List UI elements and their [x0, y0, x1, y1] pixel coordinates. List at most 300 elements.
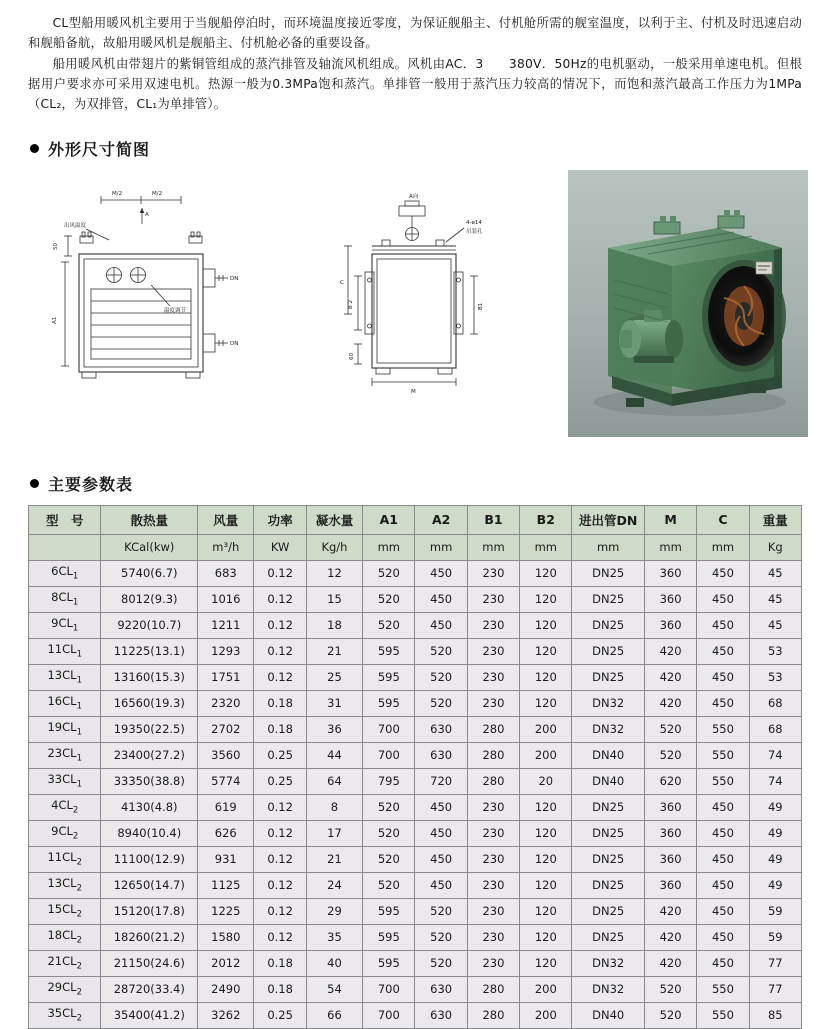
- table-row: [29, 950, 802, 976]
- cell-power: 0.12: [254, 872, 306, 898]
- col-header-b1: B1: [467, 505, 519, 534]
- cell-a1: 700: [363, 742, 415, 768]
- table-body: [29, 560, 802, 1028]
- cell-model: $35CL_2$: [29, 1002, 101, 1028]
- cell-m: 360: [644, 586, 696, 612]
- cell-b2: 200: [520, 976, 572, 1002]
- svg-text:M/2: M/2: [152, 190, 163, 197]
- cell-weight: 68: [749, 690, 801, 716]
- col-header-dn: 进出管DN: [572, 505, 644, 534]
- cell-a2: 520: [415, 924, 467, 950]
- cell-a2: 520: [415, 690, 467, 716]
- cell-c: 450: [697, 872, 749, 898]
- table-row: [29, 716, 802, 742]
- cell-c: 450: [697, 950, 749, 976]
- table-row: [29, 924, 802, 950]
- cell-air-volume: 5774: [198, 768, 254, 794]
- cell-c: 450: [697, 820, 749, 846]
- cell-a2: 450: [415, 794, 467, 820]
- cell-b2: 20: [520, 768, 572, 794]
- cell-power: 0.12: [254, 638, 306, 664]
- cell-c: 550: [697, 976, 749, 1002]
- col-header-c: C: [697, 505, 749, 534]
- table-row: [29, 872, 802, 898]
- cell-a2: 630: [415, 716, 467, 742]
- cell-b2: 120: [520, 820, 572, 846]
- technical-drawing-side-view: [306, 184, 546, 403]
- cell-condensate: 21: [306, 638, 362, 664]
- cell-heat-output: 8012(9.3): [101, 586, 198, 612]
- cell-air-volume: 931: [198, 846, 254, 872]
- cell-power: 0.12: [254, 924, 306, 950]
- cell-heat-output: 12650(14.7): [101, 872, 198, 898]
- cell-power: 0.12: [254, 560, 306, 586]
- cell-b2: 120: [520, 794, 572, 820]
- cell-power: 0.18: [254, 950, 306, 976]
- unit-condensate: Kg/h: [306, 534, 362, 560]
- cell-b2: 200: [520, 1002, 572, 1028]
- section-heading-outline-drawing: [30, 137, 802, 160]
- cell-dn: DN25: [572, 846, 644, 872]
- cell-b1: 280: [467, 1002, 519, 1028]
- unit-air-volume: m³/h: [198, 534, 254, 560]
- svg-text:M: M: [411, 388, 416, 395]
- cell-m: 520: [644, 976, 696, 1002]
- cell-c: 450: [697, 638, 749, 664]
- cell-power: 0.18: [254, 976, 306, 1002]
- cell-dn: DN25: [572, 612, 644, 638]
- cell-power: 0.12: [254, 586, 306, 612]
- cell-weight: 77: [749, 950, 801, 976]
- cell-a1: 700: [363, 1002, 415, 1028]
- product-photo: [568, 170, 808, 437]
- cell-power: 0.25: [254, 1002, 306, 1028]
- cell-dn: DN40: [572, 742, 644, 768]
- cell-dn: DN25: [572, 820, 644, 846]
- cell-air-volume: 1225: [198, 898, 254, 924]
- cell-b1: 280: [467, 716, 519, 742]
- cell-m: 420: [644, 950, 696, 976]
- cell-model: $13CL_1$: [29, 664, 101, 690]
- unit-dn: mm: [572, 534, 644, 560]
- table-row: [29, 898, 802, 924]
- svg-text:B1: B1: [478, 302, 484, 310]
- cell-condensate: 64: [306, 768, 362, 794]
- col-header-condensate: 凝水量: [306, 505, 362, 534]
- col-header-a2: A2: [415, 505, 467, 534]
- cell-air-volume: 1751: [198, 664, 254, 690]
- cell-model: $11CL_2$: [29, 846, 101, 872]
- cell-heat-output: 11100(12.9): [101, 846, 198, 872]
- cell-heat-output: 23400(27.2): [101, 742, 198, 768]
- cell-a1: 700: [363, 976, 415, 1002]
- figure-row: [28, 170, 802, 450]
- svg-text:DN: DN: [230, 340, 239, 347]
- cell-a2: 450: [415, 846, 467, 872]
- cell-air-volume: 3262: [198, 1002, 254, 1028]
- table-row: [29, 742, 802, 768]
- cell-model: $4CL_2$: [29, 794, 101, 820]
- cell-m: 420: [644, 664, 696, 690]
- unit-m: mm: [644, 534, 696, 560]
- table-row: [29, 976, 802, 1002]
- cell-condensate: 36: [306, 716, 362, 742]
- cell-c: 450: [697, 690, 749, 716]
- cell-dn: DN25: [572, 924, 644, 950]
- cell-a2: 450: [415, 820, 467, 846]
- unit-model: [29, 534, 101, 560]
- cell-power: 0.12: [254, 898, 306, 924]
- col-header-m: M: [644, 505, 696, 534]
- cell-condensate: 40: [306, 950, 362, 976]
- intro-paragraph-2: 船用暖风机由带翅片的紫铜管组成的蒸汽排管及轴流风机组成。风机由AC．3 380V．50Hz的电机驱动，一般采用单速电机。但根据用户要求亦可采用双速电机。热源一般为0.3MPa饱和蒸汽。单排管一般用于蒸汽压力较高的情况下，而饱和蒸汽最高工作压力为1MPa（CL₂，为双排管，CL₁为单排管）。: [28, 56, 802, 111]
- cell-m: 420: [644, 924, 696, 950]
- cell-c: 450: [697, 924, 749, 950]
- table-row: [29, 820, 802, 846]
- cell-condensate: 18: [306, 612, 362, 638]
- cell-condensate: 12: [306, 560, 362, 586]
- cell-b1: 230: [467, 846, 519, 872]
- col-header-model: 型 号: [29, 505, 101, 534]
- cell-air-volume: 1125: [198, 872, 254, 898]
- cell-m: 360: [644, 872, 696, 898]
- cell-m: 420: [644, 638, 696, 664]
- svg-text:50: 50: [53, 242, 59, 250]
- cell-c: 550: [697, 1002, 749, 1028]
- table-row: [29, 846, 802, 872]
- svg-text:B 2: B 2: [348, 299, 354, 309]
- cell-b2: 120: [520, 560, 572, 586]
- col-header-heat-output: 散热量: [101, 505, 198, 534]
- cell-heat-output: 33350(38.8): [101, 768, 198, 794]
- table-row: [29, 794, 802, 820]
- cell-dn: DN40: [572, 1002, 644, 1028]
- cell-m: 420: [644, 690, 696, 716]
- cell-weight: 49: [749, 794, 801, 820]
- cell-model: $18CL_2$: [29, 924, 101, 950]
- cell-a1: 700: [363, 716, 415, 742]
- cell-a1: 795: [363, 768, 415, 794]
- cell-air-volume: 3560: [198, 742, 254, 768]
- cell-a1: 595: [363, 638, 415, 664]
- cell-b1: 230: [467, 690, 519, 716]
- cell-heat-output: 21150(24.6): [101, 950, 198, 976]
- cell-b1: 280: [467, 742, 519, 768]
- cell-air-volume: 1016: [198, 586, 254, 612]
- cell-weight: 77: [749, 976, 801, 1002]
- table-row: [29, 1002, 802, 1028]
- cell-a1: 595: [363, 950, 415, 976]
- unit-power: KW: [254, 534, 306, 560]
- cell-a2: 520: [415, 898, 467, 924]
- cell-model: $19CL_1$: [29, 716, 101, 742]
- cell-b1: 230: [467, 586, 519, 612]
- cell-weight: 59: [749, 898, 801, 924]
- table-row: [29, 768, 802, 794]
- cell-dn: DN25: [572, 664, 644, 690]
- cell-b1: 230: [467, 924, 519, 950]
- cell-a1: 595: [363, 664, 415, 690]
- unit-c: mm: [697, 534, 749, 560]
- cell-c: 450: [697, 586, 749, 612]
- table-row: [29, 560, 802, 586]
- cell-a1: 520: [363, 586, 415, 612]
- svg-text:A向: A向: [409, 193, 419, 200]
- cell-power: 0.18: [254, 690, 306, 716]
- cell-model: $13CL_2$: [29, 872, 101, 898]
- bullet-dot-icon: [30, 144, 39, 153]
- cell-a2: 450: [415, 612, 467, 638]
- cell-model: $9CL_1$: [29, 612, 101, 638]
- table-row: [29, 638, 802, 664]
- cell-dn: DN25: [572, 638, 644, 664]
- cell-air-volume: 1580: [198, 924, 254, 950]
- cell-dn: DN40: [572, 768, 644, 794]
- svg-text:60: 60: [349, 352, 355, 360]
- cell-weight: 68: [749, 716, 801, 742]
- cell-a1: 595: [363, 690, 415, 716]
- cell-b1: 230: [467, 872, 519, 898]
- cell-b1: 230: [467, 794, 519, 820]
- cell-heat-output: 8940(10.4): [101, 820, 198, 846]
- cell-power: 0.25: [254, 768, 306, 794]
- cell-c: 450: [697, 794, 749, 820]
- cell-condensate: 66: [306, 1002, 362, 1028]
- cell-model: $6CL_1$: [29, 560, 101, 586]
- cell-weight: 74: [749, 768, 801, 794]
- cell-heat-output: 28720(33.4): [101, 976, 198, 1002]
- cell-c: 550: [697, 768, 749, 794]
- cell-a1: 520: [363, 846, 415, 872]
- col-header-air-volume: 风量: [198, 505, 254, 534]
- cell-b2: 120: [520, 950, 572, 976]
- cell-a2: 520: [415, 950, 467, 976]
- cell-heat-output: 16560(19.3): [101, 690, 198, 716]
- cell-a2: 720: [415, 768, 467, 794]
- table-row: [29, 612, 802, 638]
- cell-b2: 200: [520, 742, 572, 768]
- cell-m: 360: [644, 560, 696, 586]
- table-header: [29, 505, 802, 560]
- cell-m: 620: [644, 768, 696, 794]
- cell-condensate: 8: [306, 794, 362, 820]
- cell-weight: 49: [749, 872, 801, 898]
- table-row: [29, 586, 802, 612]
- cell-heat-output: 13160(15.3): [101, 664, 198, 690]
- cell-condensate: 15: [306, 586, 362, 612]
- cell-b1: 230: [467, 820, 519, 846]
- section-title-outline-drawing: 外形尺寸简图: [48, 139, 151, 159]
- cell-heat-output: 18260(21.2): [101, 924, 198, 950]
- svg-text:温度调节: 温度调节: [164, 307, 187, 314]
- cell-m: 360: [644, 820, 696, 846]
- cell-weight: 49: [749, 846, 801, 872]
- cell-dn: DN25: [572, 872, 644, 898]
- unit-heat-output: KCal(kw): [101, 534, 198, 560]
- technical-drawing-front-view: [46, 184, 291, 403]
- cell-dn: DN32: [572, 690, 644, 716]
- table-units-row: [29, 534, 802, 560]
- cell-a2: 450: [415, 586, 467, 612]
- cell-power: 0.25: [254, 742, 306, 768]
- cell-power: 0.12: [254, 846, 306, 872]
- section-heading-main-parameters: [30, 472, 802, 495]
- cell-b2: 120: [520, 924, 572, 950]
- cell-model: $9CL_2$: [29, 820, 101, 846]
- cell-a1: 595: [363, 924, 415, 950]
- cell-air-volume: 1293: [198, 638, 254, 664]
- cell-weight: 45: [749, 560, 801, 586]
- cell-condensate: 25: [306, 664, 362, 690]
- cell-c: 450: [697, 898, 749, 924]
- cell-b1: 230: [467, 638, 519, 664]
- cell-b1: 230: [467, 612, 519, 638]
- cell-m: 360: [644, 794, 696, 820]
- cell-dn: DN32: [572, 950, 644, 976]
- cell-b1: 230: [467, 664, 519, 690]
- svg-text:A: A: [145, 211, 149, 218]
- table-header-row: [29, 505, 802, 534]
- cell-condensate: 21: [306, 846, 362, 872]
- unit-weight: Kg: [749, 534, 801, 560]
- cell-power: 0.12: [254, 664, 306, 690]
- intro-paragraph-1: CL型船用暖风机主要用于当舰船停泊时，而环境温度接近零度，为保证舰船主、付机舱所需的舰室温度，以利于主、付机及时迅速启动和舰船备航，故船用暖风机是舰船主、付机舱必备的重要设备。: [28, 16, 802, 50]
- table-row: [29, 664, 802, 690]
- cell-m: 360: [644, 846, 696, 872]
- parameters-table: [28, 505, 802, 1029]
- cell-power: 0.12: [254, 612, 306, 638]
- col-header-b2: B2: [520, 505, 572, 534]
- cell-weight: 53: [749, 664, 801, 690]
- cell-air-volume: 683: [198, 560, 254, 586]
- cell-model: $23CL_1$: [29, 742, 101, 768]
- cell-weight: 49: [749, 820, 801, 846]
- unit-b1: mm: [467, 534, 519, 560]
- svg-text:A1: A1: [52, 316, 58, 324]
- cell-b1: 230: [467, 950, 519, 976]
- cell-heat-output: 9220(10.7): [101, 612, 198, 638]
- cell-a2: 520: [415, 664, 467, 690]
- cell-air-volume: 2490: [198, 976, 254, 1002]
- cell-c: 450: [697, 664, 749, 690]
- cell-b2: 120: [520, 690, 572, 716]
- cell-dn: DN32: [572, 976, 644, 1002]
- cell-c: 450: [697, 560, 749, 586]
- cell-heat-output: 4130(4.8): [101, 794, 198, 820]
- unit-a2: mm: [415, 534, 467, 560]
- cell-a1: 595: [363, 898, 415, 924]
- section-title-main-parameters: 主要参数表: [48, 474, 134, 494]
- cell-c: 450: [697, 612, 749, 638]
- svg-text:4-ø14: 4-ø14: [466, 219, 482, 226]
- cell-m: 520: [644, 716, 696, 742]
- cell-power: 0.18: [254, 716, 306, 742]
- cell-air-volume: 2012: [198, 950, 254, 976]
- cell-a2: 450: [415, 872, 467, 898]
- col-header-weight: 重量: [749, 505, 801, 534]
- unit-b2: mm: [520, 534, 572, 560]
- cell-dn: DN25: [572, 794, 644, 820]
- cell-model: $11CL_1$: [29, 638, 101, 664]
- cell-b2: 120: [520, 872, 572, 898]
- cell-weight: 74: [749, 742, 801, 768]
- cell-b1: 280: [467, 768, 519, 794]
- cell-dn: DN25: [572, 898, 644, 924]
- col-header-power: 功率: [254, 505, 306, 534]
- cell-air-volume: 626: [198, 820, 254, 846]
- cell-weight: 59: [749, 924, 801, 950]
- cell-a1: 520: [363, 560, 415, 586]
- cell-weight: 53: [749, 638, 801, 664]
- cell-b2: 120: [520, 638, 572, 664]
- cell-a2: 630: [415, 976, 467, 1002]
- cell-heat-output: 15120(17.8): [101, 898, 198, 924]
- cell-power: 0.12: [254, 794, 306, 820]
- table-row: [29, 690, 802, 716]
- cell-m: 520: [644, 1002, 696, 1028]
- cell-air-volume: 2702: [198, 716, 254, 742]
- cell-b2: 120: [520, 664, 572, 690]
- cell-b2: 120: [520, 898, 572, 924]
- cell-m: 520: [644, 742, 696, 768]
- cell-weight: 85: [749, 1002, 801, 1028]
- cell-model: $8CL_1$: [29, 586, 101, 612]
- cell-condensate: 29: [306, 898, 362, 924]
- cell-b1: 230: [467, 560, 519, 586]
- cell-b1: 230: [467, 898, 519, 924]
- cell-model: $15CL_2$: [29, 898, 101, 924]
- bullet-dot-icon: [30, 479, 39, 488]
- cell-condensate: 54: [306, 976, 362, 1002]
- unit-a1: mm: [363, 534, 415, 560]
- cell-condensate: 24: [306, 872, 362, 898]
- svg-text:M/2: M/2: [112, 190, 123, 197]
- cell-a2: 630: [415, 742, 467, 768]
- cell-condensate: 44: [306, 742, 362, 768]
- svg-text:出风温度: 出风温度: [64, 222, 87, 229]
- cell-a1: 520: [363, 794, 415, 820]
- svg-text:C: C: [340, 279, 344, 286]
- svg-text:吊装孔: 吊装孔: [466, 228, 483, 235]
- cell-c: 550: [697, 742, 749, 768]
- cell-air-volume: 1211: [198, 612, 254, 638]
- cell-a1: 520: [363, 820, 415, 846]
- cell-dn: DN32: [572, 716, 644, 742]
- cell-model: $16CL_1$: [29, 690, 101, 716]
- cell-a2: 630: [415, 1002, 467, 1028]
- cell-dn: DN25: [572, 586, 644, 612]
- cell-m: 360: [644, 612, 696, 638]
- cell-condensate: 31: [306, 690, 362, 716]
- cell-a2: 520: [415, 638, 467, 664]
- cell-b2: 120: [520, 846, 572, 872]
- cell-a1: 520: [363, 612, 415, 638]
- cell-power: 0.12: [254, 820, 306, 846]
- col-header-a1: A1: [363, 505, 415, 534]
- cell-model: $33CL_1$: [29, 768, 101, 794]
- cell-b2: 200: [520, 716, 572, 742]
- cell-heat-output: 5740(6.7): [101, 560, 198, 586]
- cell-model: $29CL_2$: [29, 976, 101, 1002]
- cell-condensate: 35: [306, 924, 362, 950]
- cell-weight: 45: [749, 612, 801, 638]
- cell-air-volume: 2320: [198, 690, 254, 716]
- cell-b2: 120: [520, 586, 572, 612]
- cell-b1: 280: [467, 976, 519, 1002]
- cell-heat-output: 35400(41.2): [101, 1002, 198, 1028]
- cell-c: 550: [697, 716, 749, 742]
- cell-c: 450: [697, 846, 749, 872]
